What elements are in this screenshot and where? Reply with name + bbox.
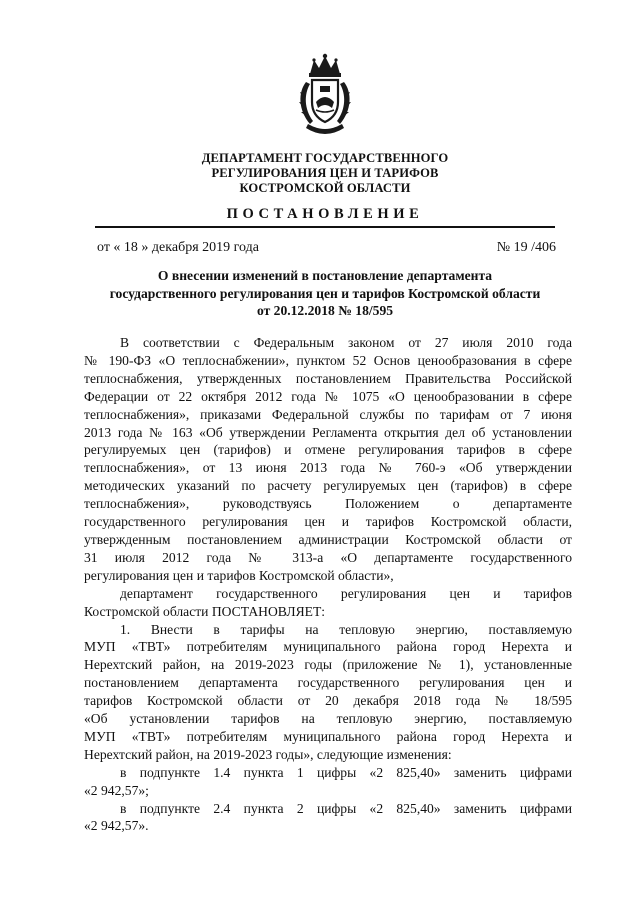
body-line: Нерехтский район, на 2019-2023 годы (приложение № 1), установленные	[84, 657, 572, 673]
body-line: В соответствии с Федеральным законом от 27 июля 2010 года	[120, 335, 572, 350]
body-line: 31 июля 2012 года № 313-а «О департаменте государственного	[84, 549, 572, 565]
body-line: Федерации от 22 октября 2012 года № 1075 «О ценообразовании в сфере	[84, 388, 572, 404]
body-line: департамент государственного регулирования цен и тарифов	[120, 585, 572, 601]
body-line: теплоснабжения, утвержденных постановлением Правительства Российской	[84, 370, 572, 386]
department-line: РЕГУЛИРОВАНИЯ ЦЕН И ТАРИФОВ	[211, 166, 439, 180]
document-body	[84, 334, 572, 835]
department-name	[120, 151, 530, 196]
body-line: методических указаний по расчету регулируемых цен (тарифов) в сфере	[84, 478, 572, 494]
body-line: тарифов Костромской области от 20 декабря 2018 года № 18/595	[84, 693, 572, 709]
body-line: «2 942,57».	[84, 818, 149, 834]
body-line: теплоснабжения», приказами Федеральной службы по тарифам от 7 июня	[84, 406, 572, 422]
document-date: от « 18 » декабря 2019 года	[97, 240, 259, 255]
body-line: 2013 года № 163 «Об утверждении Регламента открытия дел об установлении	[84, 424, 572, 440]
body-line: постановлением департамента государственного регулирования цен и	[84, 675, 572, 691]
title-line: государственного регулирования цен и тарифов Костромской области	[109, 285, 541, 301]
body-line: «Об установлении тарифов на тепловую энергию, поставляемую	[84, 711, 572, 727]
body-line: государственного регулирования цен и тарифов Костромской области,	[84, 514, 572, 530]
body-line: теплоснабжения», руководствуясь Положением о департаменте	[84, 496, 572, 512]
document-title	[70, 267, 580, 320]
document-number: № 19 /406	[496, 240, 556, 255]
body-line: в подпункте 1.4 пункта 1 цифры «2 825,40» заменить цифрами	[120, 764, 572, 780]
body-line: 1. Внести в тарифы на тепловую энергию, поставляемую	[120, 621, 572, 637]
body-line: № 190-ФЗ «О теплоснабжении», пунктом 52 Основ ценообразования в сфере	[84, 352, 572, 368]
body-line: МУП «ТВТ» потребителям муниципального района город Нерехта и	[84, 639, 572, 655]
body-line: Костромской области ПОСТАНОВЛЯЕТ:	[84, 603, 326, 619]
body-line: Нерехтский район, на 2019-2023 годы», следующие изменения:	[84, 746, 452, 762]
body-line: «2 942,57»;	[84, 782, 149, 798]
body-line: теплоснабжения», от 13 июня 2013 года № 760-э «Об утверждении	[84, 460, 572, 476]
department-line: ДЕПАРТАМЕНТ ГОСУДАРСТВЕННОГО	[201, 151, 449, 165]
title-line: О внесении изменений в постановление департамента	[157, 268, 493, 283]
body-line: регулируемых цен (тарифов) и отмене регулирования тарифов в сфере	[84, 442, 572, 458]
body-line: регулирования цен и тарифов Костромской области»,	[84, 567, 394, 583]
body-line: утвержденным постановлением администрации Костромской области от	[84, 531, 572, 547]
header-divider	[95, 226, 555, 228]
document-type: ПОСТАНОВЛЕНИЕ	[226, 206, 424, 222]
title-line: от 20.12.2018 № 18/595	[256, 303, 394, 318]
body-line: МУП «ТВТ» потребителям муниципального района город Нерехта и	[84, 728, 572, 744]
body-line: в подпункте 2.4 пункта 2 цифры «2 825,40» заменить цифрами	[120, 800, 572, 816]
coat-of-arms-icon	[294, 52, 356, 136]
department-line: КОСТРОМСКОЙ ОБЛАСТИ	[239, 181, 411, 195]
